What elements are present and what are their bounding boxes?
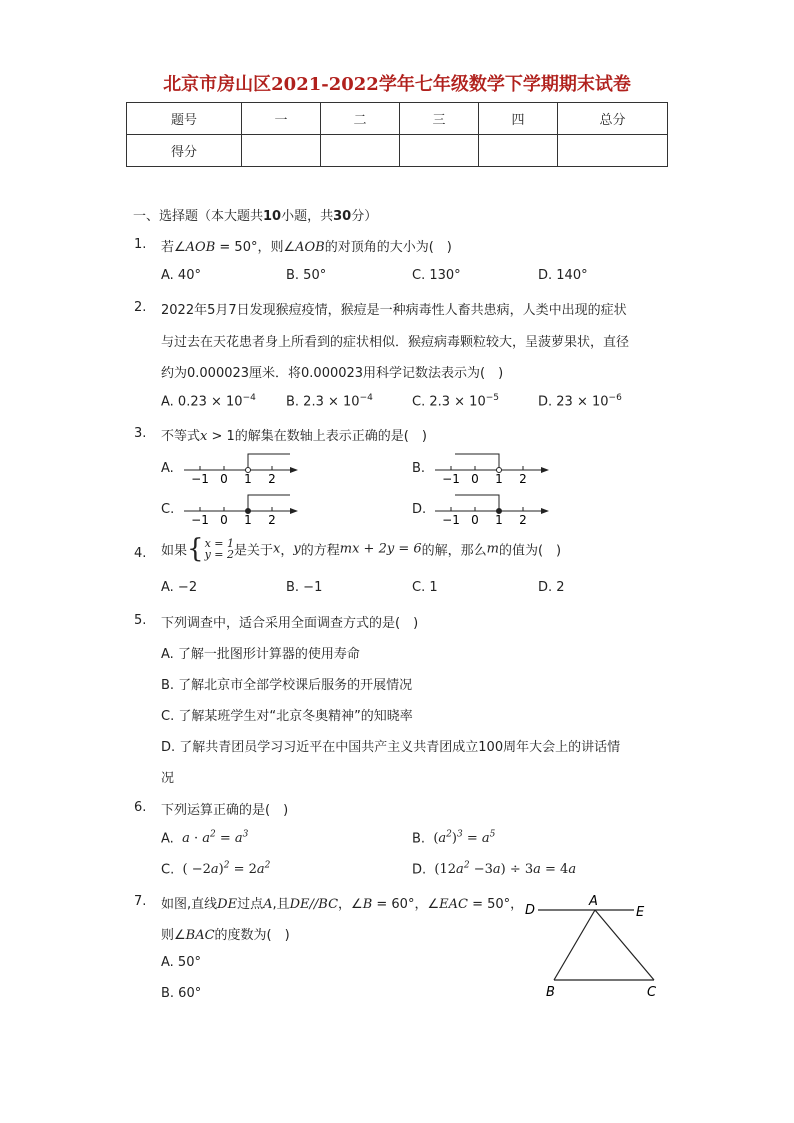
question-stem-line: 约为0.000023厘米．将0.000023用科学记数法表示为( ) (161, 366, 504, 381)
table-cell: 一 (242, 103, 321, 135)
label-e: E (636, 905, 645, 920)
option-b[interactable]: B. $(a^2)^3 = a^5$ (412, 830, 496, 847)
score-input-cell[interactable] (558, 135, 668, 167)
option-d-continued: 况 (161, 771, 175, 786)
option-b[interactable]: B. −1 (286, 580, 323, 595)
tick-label: −1 (191, 472, 209, 486)
score-input-cell[interactable] (479, 135, 558, 167)
option-b[interactable]: B. 60° (161, 986, 202, 1001)
score-input-cell[interactable] (400, 135, 479, 167)
label-c: C (647, 985, 657, 1000)
tick-label: 2 (268, 472, 276, 486)
question-stem-line: 与过去在天花患者身上所看到的症状相似．猴痘病毒颗粒较大，呈菠萝果状，直径 (161, 335, 630, 350)
table-cell: 二 (321, 103, 400, 135)
option-a[interactable]: A. (161, 461, 174, 476)
question-stem-line: 2022年5月7日发现猴痘疫情，猴痘是一种病毒性人畜共患病，人类中出现的症状 (161, 303, 627, 318)
question-stem-line: 则∠BAC的度数为( ) (161, 928, 290, 943)
question-number: 2. (134, 300, 147, 315)
option-d[interactable]: D. (412, 502, 427, 517)
tick-label: 2 (519, 472, 527, 486)
score-input-cell[interactable] (242, 135, 321, 167)
question-number: 3. (134, 426, 147, 441)
section-heading: 一、选择题（本大题共10小题，共30分） (133, 209, 378, 224)
option-c[interactable]: C. $2.3 \times 10^{-5}$ (412, 393, 499, 410)
question-number: 6. (134, 800, 147, 815)
option-b[interactable]: B. $2.3 \times 10^{-4}$ (286, 393, 373, 410)
score-table (126, 102, 668, 167)
tick-label: 2 (519, 513, 527, 527)
question-stem: 若∠AOB = 50°，则∠AOB的对顶角的大小为( ) (161, 240, 452, 255)
question-stem-line: 如图,直线DE过点A,且DE//BC，∠B = 60°，∠EAC = 50°， (161, 897, 524, 912)
tick-label: −1 (442, 513, 460, 527)
option-a[interactable]: A. $a \cdot a^2 = a^3$ (161, 830, 249, 847)
question-number: 5. (134, 613, 147, 628)
option-b[interactable]: B. (412, 461, 426, 476)
tick-label: 0 (471, 513, 479, 527)
label-b: B (546, 985, 555, 1000)
triangle-figure (520, 892, 670, 1002)
question-number: 4. (134, 546, 147, 561)
tick-label: 2 (268, 513, 276, 527)
tick-label: 1 (495, 472, 503, 486)
tick-label: 0 (220, 513, 228, 527)
tick-label: 1 (244, 472, 252, 486)
option-d[interactable]: D. 2 (538, 580, 565, 595)
label-a: A (589, 894, 598, 909)
tick-label: 1 (244, 513, 252, 527)
page-title: 北京市房山区2021-2022学年七年级数学下学期期末试卷 (163, 74, 631, 95)
option-d[interactable]: D. $(12a^2 -3a) \div 3a = 4a$ (412, 861, 577, 878)
option-a[interactable]: A. 50° (161, 955, 201, 970)
option-c[interactable]: C. 了解某班学生对“北京冬奥精神”的知晓率 (161, 709, 413, 724)
option-d[interactable]: D. 140° (538, 268, 588, 283)
tick-label: −1 (442, 472, 460, 486)
tick-label: 0 (471, 472, 479, 486)
label-d: D (525, 903, 536, 918)
number-line-a (178, 450, 303, 490)
table-cell: 题号 (127, 103, 242, 135)
question-stem: 如果{x = 1 y = 2是关于x，y的方程mx + 2y = 6的解，那么m的值为( ) (161, 534, 562, 564)
number-line-b (429, 450, 554, 490)
option-a[interactable]: A. 了解一批图形计算器的使用寿命 (161, 647, 360, 662)
option-b[interactable]: B. 了解北京市全部学校课后服务的开展情况 (161, 678, 413, 693)
option-d[interactable]: D. $23 \times 10^{-6}$ (538, 393, 622, 410)
tick-label: −1 (191, 513, 209, 527)
table-cell: 得分 (127, 135, 242, 167)
score-input-cell[interactable] (321, 135, 400, 167)
question-stem: 下列调查中，适合采用全面调查方式的是( ) (161, 616, 419, 631)
option-a[interactable]: A. 40° (161, 268, 201, 283)
table-row (127, 135, 668, 167)
table-cell: 三 (400, 103, 479, 135)
option-a[interactable]: A. $0.23 \times 10^{-4}$ (161, 393, 256, 410)
table-cell: 总分 (558, 103, 668, 135)
table-cell: 四 (479, 103, 558, 135)
option-b[interactable]: B. 50° (286, 268, 327, 283)
option-c[interactable]: C. 1 (412, 580, 438, 595)
question-number: 7. (134, 894, 147, 909)
table-row (127, 103, 668, 135)
question-stem: 不等式x > 1的解集在数轴上表示正确的是( ) (161, 429, 427, 444)
option-c[interactable]: C. 130° (412, 268, 461, 283)
tick-label: 0 (220, 472, 228, 486)
number-line-d (429, 491, 554, 531)
option-d[interactable]: D. 了解共青团员学习习近平在中国共产主义共青团成立100周年大会上的讲话情 (161, 740, 621, 755)
question-stem: 下列运算正确的是( ) (161, 803, 289, 818)
number-line-c (178, 491, 303, 531)
tick-label: 1 (495, 513, 503, 527)
option-c[interactable]: C. ( $-2a)^2 = 2a^2$ (161, 861, 271, 878)
option-a[interactable]: A. −2 (161, 580, 198, 595)
question-number: 1. (134, 237, 147, 252)
option-c[interactable]: C. (161, 502, 175, 517)
